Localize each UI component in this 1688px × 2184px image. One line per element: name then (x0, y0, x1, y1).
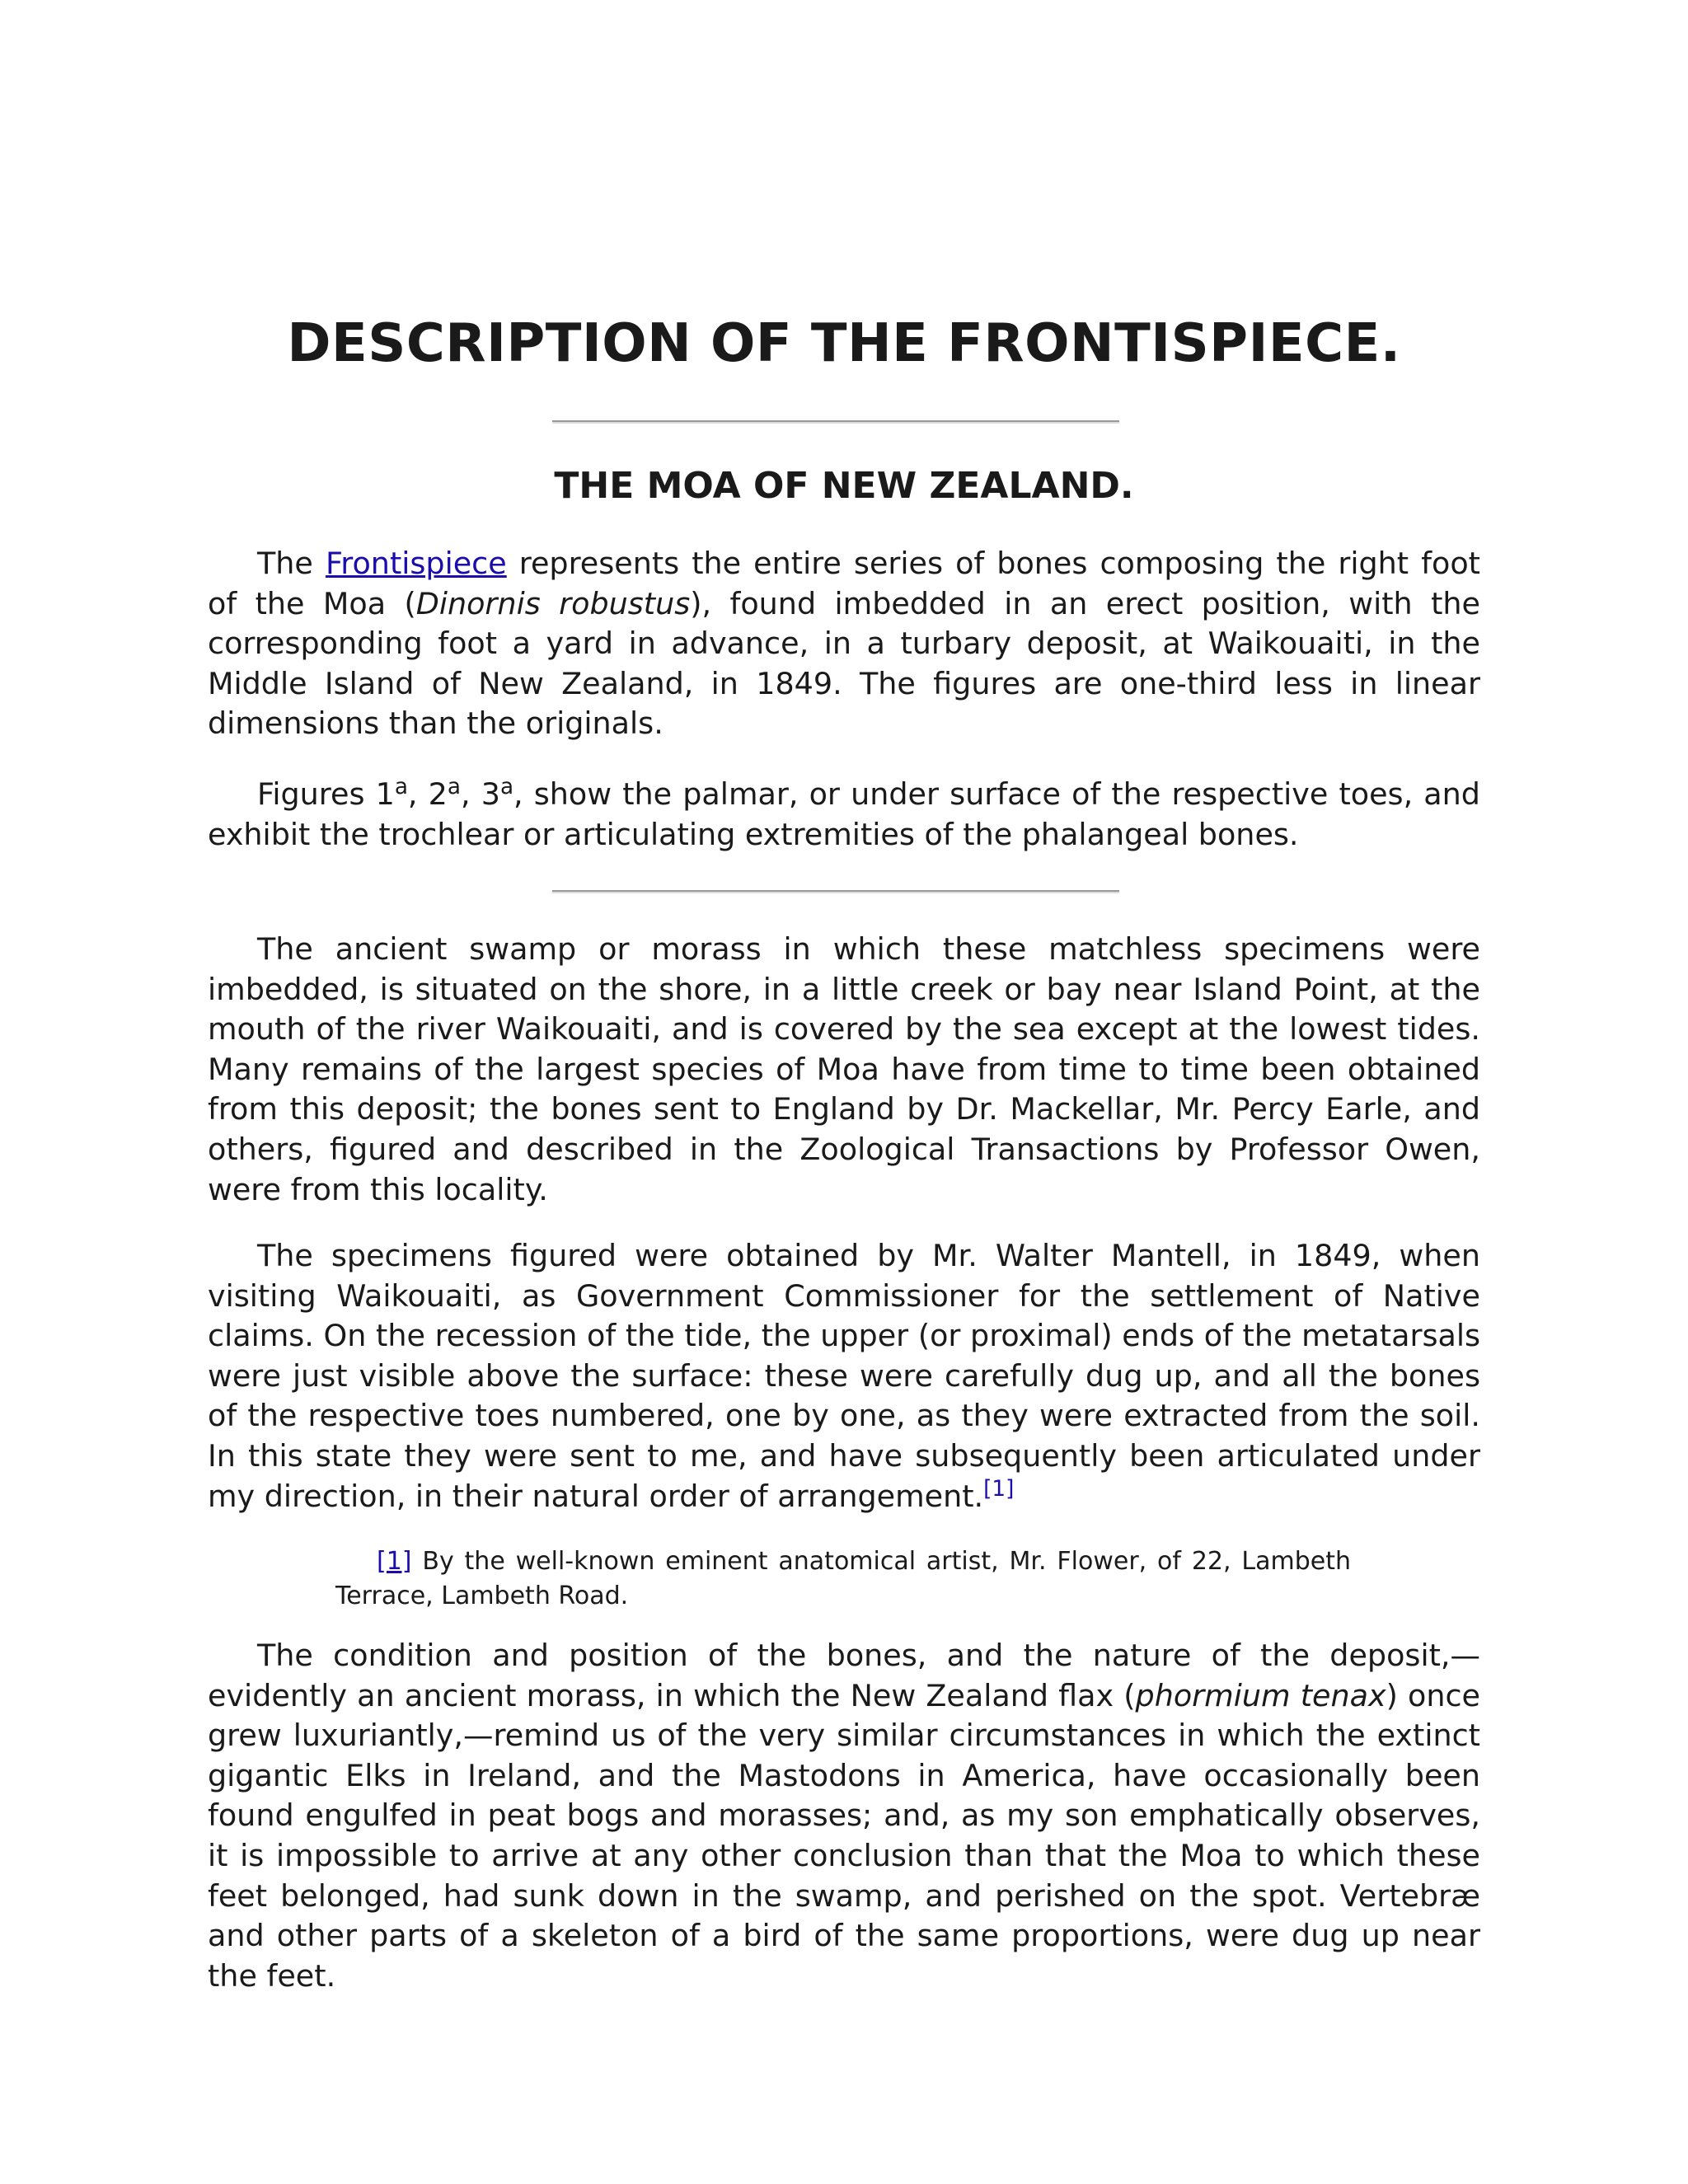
p1-text-middle: represents the entire series of bones composing the right foot of the Moa ( (208, 546, 1480, 621)
p1-text-start: The (257, 546, 326, 581)
paragraph-specimens (208, 1236, 1480, 1516)
p2-text-2: , 3 (460, 776, 500, 812)
paragraph-frontispiece (208, 544, 1480, 744)
footnote (335, 1544, 1351, 1614)
footnote-text: By the well-known eminent anatomical artist, Mr. Flower, of 22, Lambeth Terrace, Lambeth Road. (335, 1547, 1351, 1610)
p2-text-1: , 2 (407, 776, 448, 812)
p2-text-3: , show the palmar, or under surface of the respective toes, and exhibit the trochlear or articulating extremities of the phalangeal bones. (208, 776, 1480, 852)
p1-text-end: ), found imbedded in an erect position, with the corresponding foot a yard in advance, in a turbary deposit, at Waikouaiti, in the Middle Island of New Zealand, in 1849. The figures are one-third less in linear dimensions than the originals. (208, 585, 1480, 742)
footnote-reference-link[interactable]: [1] (983, 1476, 1015, 1502)
middle-divider (552, 890, 1119, 893)
paragraph-swamp: The ancient swamp or morass in which these matchless specimens were imbedded, is situated on the shore, in a little creek or bay near Island Point, at the mouth of the river Waikouaiti, and is covered by the sea except at the lowest tides. Many remains of the largest species of Moa have from time to time been obtained from this deposit; the bones sent to England by Dr. Mackellar, Mr. Percy Earle, and others, figured and described in the Zoological Transactions by Professor Owen, were from this locality. (208, 931, 1480, 1207)
page-title: DESCRIPTION OF THE FRONTISPIECE. (287, 313, 1401, 374)
p2-text-0: Figures 1 (257, 776, 395, 812)
section-title: THE MOA OF NEW ZEALAND. (554, 465, 1134, 507)
p5-text-end: ) once grew luxuriantly,—remind us of the very similar circumstances in which the extinct gigantic Elks in Ireland, and the Mastodons in America, have occasionally been found engulfed in peat bogs and morasses; and, as my son emphatically observes, it is impossible to arrive at any other conclusion than that the Moa to which these feet belonged, had sunk down in the swamp, and perished on the spot. Vertebræ and other parts of a skeleton of a bird of the same proportions, were dug up near the feet. (208, 1677, 1480, 1994)
species-name-phormium: phormium tenax (1135, 1677, 1386, 1713)
superscript-a-1: a (394, 774, 408, 799)
p4-text: The specimens figured were obtained by Mr. Walter Mantell, in 1849, when visiting Waikouaiti, as Government Commissioner for the settlement of Native claims. On the recession of the tide, the upper (or proximal) ends of the metatarsals were just visible above the surface: these were carefully dug up, and all the bones of the respective toes numbered, one by one, as they were extracted from the soil. In this state they were sent to me, and have subsequently been articulated under my direction, in their natural order of arrangement. (208, 1238, 1480, 1514)
footnote-back-link[interactable]: [1] (377, 1547, 412, 1576)
superscript-a-3: a (499, 774, 514, 799)
p5-text-start: The condition and position of the bones, and the nature of the deposit,—evidently an ancient morass, in which the New Zealand flax ( (208, 1638, 1480, 1713)
paragraph-figures (208, 775, 1480, 855)
paragraph-condition (208, 1636, 1480, 1996)
top-divider (552, 420, 1119, 424)
species-name-dinornis: Dinornis robustus (415, 585, 691, 621)
frontispiece-link[interactable]: Frontispiece (325, 546, 507, 581)
superscript-a-2: a (447, 774, 461, 799)
